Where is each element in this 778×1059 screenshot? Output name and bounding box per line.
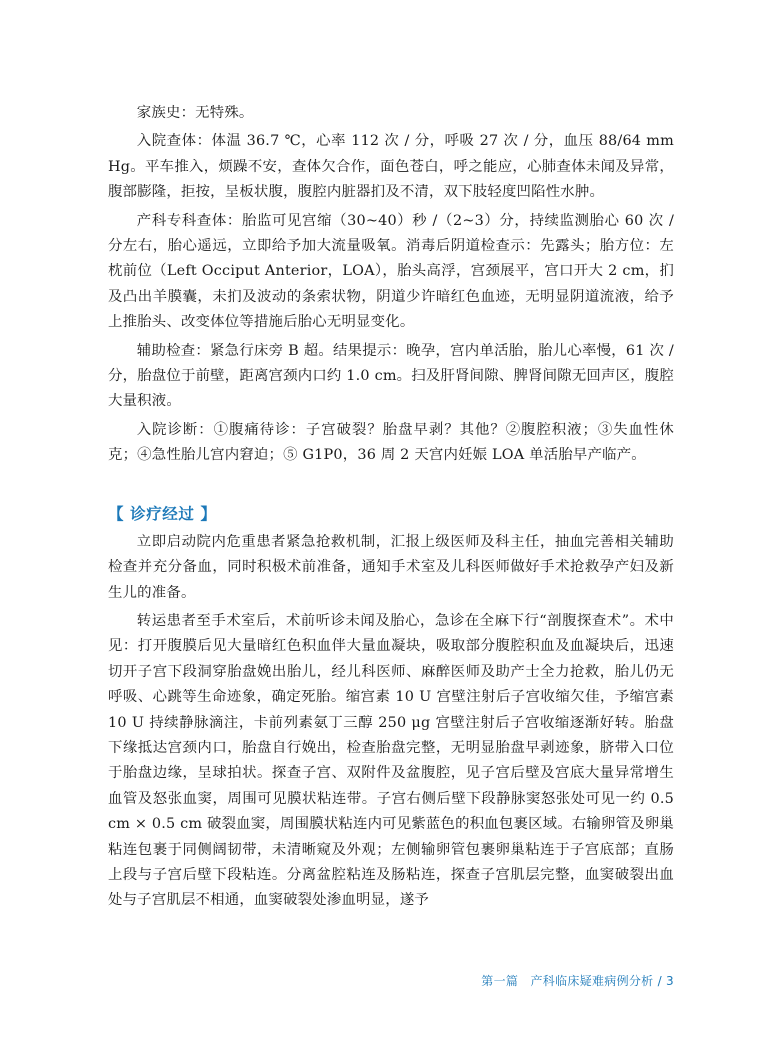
admission-diagnosis-paragraph: 入院诊断：①腹痛待诊：子宫破裂？胎盘早剥？其他？②腹腔积液；③失血性休克；④急性胎儿宫内窘迫；⑤ G1P0，36 周 2 天宫内妊娠 LOA 单活胎早产临产。: [108, 421, 674, 464]
section-heading-treatment: 【 诊疗经过 】: [108, 504, 217, 523]
treatment-paragraph-1: 立即启动院内危重患者紧急抢救机制，汇报上级医师及科主任，抽血完善相关辅助检查并充分备血，同时积极术前准备，通知手术室及儿科医师做好手术抢救孕产妇及新生儿的准备。: [108, 533, 674, 601]
obstetric-exam-paragraph: 产科专科查体：胎监可见宫缩（30~40）秒 /（2~3）分，持续监测胎心 60 次 / 分左右，胎心遥远，立即给予加大流量吸氧。消毒后阴道检查示：先露头；胎方位：左枕前位（Left Occiput Anterior，LOA），胎头高浮，宫颈展平，宫口开大 2 cm，扪及凸出羊膜囊，未扪及波动的条索状物，阴道少许暗红色血迹，无明显阴道流液，给予上推胎头、改变体位等措施后胎心无明显变化。: [108, 212, 674, 331]
admission-exam-paragraph: 入院查体：体温 36.7 ℃，心率 112 次 / 分，呼吸 27 次 / 分，血压 88/64 mmHg。平车推入，烦躁不安，查体欠合作，面色苍白，呼之能应，心肺查体未闻及异常，腹部膨隆，拒按，呈板状腹，腹腔内脏器扪及不清，双下肢轻度凹陷性水肿。: [108, 133, 674, 201]
treatment-paragraph-2: 转运患者至手术室后，术前听诊未闻及胎心，急诊在全麻下行“剖腹探查术”。术中见：打开腹膜后见大量暗红色积血伴大量血凝块，吸取部分腹腔积血及血凝块后，迅速切开子宫下段洞穿胎盘娩出胎儿，经儿科医师、麻醉医师及助产士全力抢救，胎儿仍无呼吸、心跳等生命迹象，确定死胎。缩宫素 10 U 宫壁注射后子宫收缩欠佳，予缩宫素 10 U 持续静脉滴注，卡前列素氨丁三醇 250 μg 宫壁注射后子宫收缩逐渐好转。胎盘下缘抵达宫颈内口，胎盘自行娩出，检查胎盘完整，无明显胎盘早剥迹象，脐带入口位于胎盘边缘，呈球拍状。探查子宫、双附件及盆腹腔，见子宫后壁及宫底大量异常增生血管及怒张血窦，周围可见膜状粘连带。子宫右侧后壁下段静脉窦怒张处可见一约 0.5 cm × 0.5 cm 破裂血窦，周围膜状粘连内可见紫蓝色的积血包裹区域。右输卵管及卵巢粘连包裹于同侧阔韧带，未清晰窥及外观；左侧输卵管包裹卵巢粘连于子宫底部；直肠上段与子宫后壁下段粘连。分离盆腔粘连及肠粘连，探查子宫肌层完整，血窦破裂出血处与子宫肌层不相通，血窦破裂处渗血明显，遂予: [108, 612, 674, 909]
auxiliary-exam-paragraph: 辅助检查：紧急行床旁 B 超。结果提示：晚孕，宫内单活胎，胎儿心率慢，61 次 / 分，胎盘位于前壁，距离宫颈内口约 1.0 cm。扫及肝肾间隙、脾肾间隙无回声区，腹腔大量积液。: [108, 342, 674, 410]
page-footer: 第一篇 产科临床疑难病例分析 / 3: [481, 974, 674, 988]
family-history-paragraph: 家族史：无特殊。: [136, 105, 254, 121]
body-text: [108, 101, 674, 917]
